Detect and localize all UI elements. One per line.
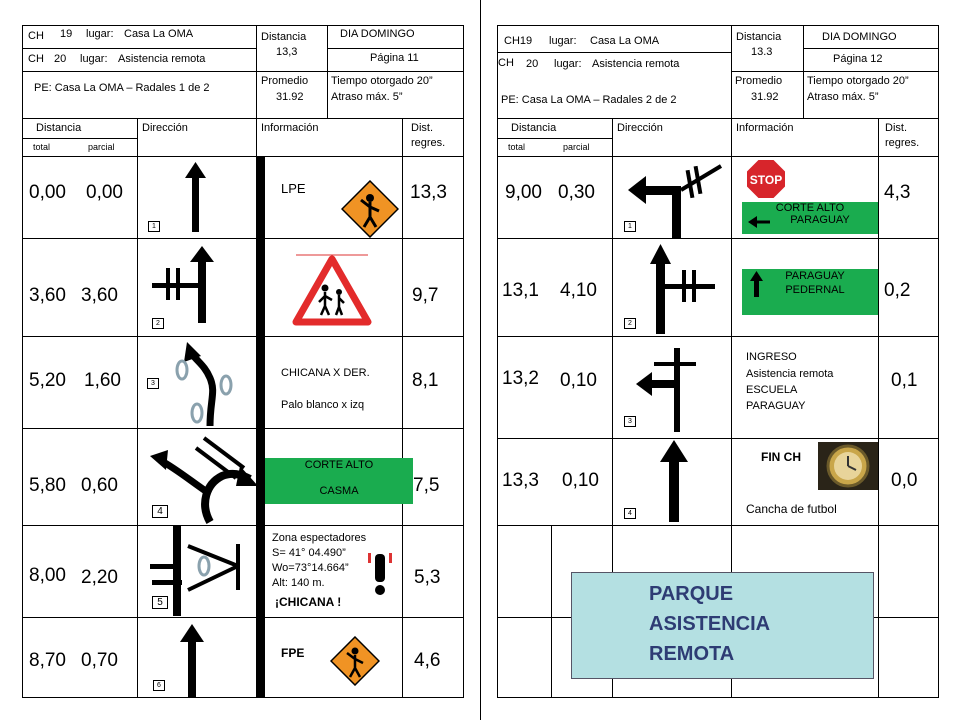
row5-info5: ¡CHICANA ! (275, 595, 342, 609)
r-row1-regres: 4,3 (884, 182, 911, 203)
r-row1-parcial: 0,30 (558, 182, 595, 203)
straight-arrow-icon (658, 440, 690, 522)
straight-arrow-icon (177, 624, 207, 697)
r-dia-label: DIA DOMINGO (822, 31, 897, 43)
r-row1-info2: PARAGUAY (790, 214, 850, 226)
row5-parcial: 2,20 (81, 567, 118, 588)
row6-info: FPE (281, 646, 305, 660)
row4-info2: CASMA (319, 485, 359, 497)
r-row4-total: 13,3 (502, 470, 539, 491)
col-direccion: Dirección (142, 122, 188, 134)
lugar2-value: Asistencia remota (118, 53, 206, 65)
clock-icon (818, 442, 878, 490)
stop-sign-icon (745, 158, 787, 200)
r-row2-info: PARAGUAY (785, 270, 845, 282)
r-promedio-value: 31.92 (751, 91, 779, 103)
row5-info3: Wo=73°14.664” (272, 562, 349, 574)
r-row4-parcial: 0,10 (562, 470, 599, 491)
r-distancia-label: Distancia (736, 31, 782, 43)
row5-regres: 5,3 (414, 567, 441, 588)
row3-num: 3 (147, 378, 159, 389)
pagina-label: Página 11 (370, 52, 419, 64)
r-lugar1-value: Casa La OMA (590, 35, 660, 47)
r-row2-regres: 0,2 (884, 280, 911, 301)
r-row2-total: 13,1 (502, 280, 539, 301)
chicane-straight-arrow-icon (148, 526, 258, 616)
parque-line2: ASISTENCIA (649, 613, 771, 635)
r-row3-info2: Asistencia remota (746, 368, 834, 380)
row4-parcial: 0,60 (81, 475, 118, 496)
r-row4-info2: Cancha de futbol (746, 502, 837, 516)
promedio-label: Promedio (261, 75, 309, 87)
row5-num: 5 (152, 596, 168, 609)
row6-num: 6 (153, 680, 165, 691)
r-ch1: CH19 (504, 35, 533, 47)
row1-regres: 13,3 (410, 182, 447, 203)
left-turn-arrow-icon (626, 158, 726, 238)
corte-alto-casma-banner (265, 458, 413, 504)
row1-info: LPE (281, 181, 306, 196)
row5-info2: S= 41° 04.490” (272, 547, 346, 559)
distancia-value: 13,3 (276, 46, 298, 58)
ch1-label: CH (28, 30, 44, 42)
row1-parcial: 0,00 (86, 182, 123, 203)
row5-info4: Alt: 140 m. (272, 577, 325, 589)
r-col-dist-regres2: regres. (885, 137, 920, 149)
r-row4-num: 4 (624, 508, 636, 519)
col-dist-regres: Dist. (411, 122, 433, 134)
lugar1-value: Casa La OMA (124, 28, 194, 40)
straight-crossing-arrow-icon (150, 246, 228, 326)
r-atraso-label: Atraso máx. 5” (807, 91, 879, 103)
row4-num: 4 (152, 505, 168, 518)
ch2-label: CH (28, 53, 44, 65)
r-col-parcial: parcial (563, 142, 590, 152)
parque-line3: REMOTA (649, 643, 735, 665)
col-total: total (33, 142, 51, 152)
r-row3-info: INGRESO (746, 351, 797, 363)
r-col-direccion: Dirección (617, 122, 663, 134)
school-crossing-sign-icon (292, 254, 372, 326)
row2-regres: 9,7 (412, 285, 439, 306)
left-arrow-icon (748, 214, 772, 230)
row6-regres: 4,6 (414, 650, 441, 671)
r-col-informacion: Información (736, 122, 794, 134)
r-col-total: total (508, 142, 526, 152)
row3-info: CHICANA X DER. (281, 367, 370, 379)
r-row1-info: CORTE ALTO (775, 202, 845, 214)
r-row4-info: FIN CH (761, 450, 801, 464)
row5-total: 8,00 (29, 565, 66, 586)
r-col-dist-regres: Dist. (885, 122, 907, 134)
r-row3-regres: 0,1 (891, 370, 918, 391)
r-ch2-num: 20 (526, 58, 539, 70)
row5-info: Zona espectadores (272, 532, 367, 544)
r-row3-info3: ESCUELA (746, 384, 798, 396)
row2-num: 2 (152, 318, 164, 329)
flagman-sign-icon (330, 636, 380, 686)
row4-regres: 7,5 (413, 475, 440, 496)
atraso-label: Atraso máx. 5” (331, 91, 403, 103)
tiempo-label: Tiempo otorgado 20” (331, 75, 433, 87)
r-row3-total: 13,2 (502, 368, 539, 389)
row4-total: 5,80 (29, 475, 66, 496)
row3-regres: 8,1 (412, 370, 439, 391)
flagman-sign-icon (341, 180, 399, 238)
r-row2-num: 2 (624, 318, 636, 329)
straight-crossing-arrow-icon (650, 244, 720, 334)
r-row4-regres: 0,0 (891, 470, 918, 491)
ch2-num: 20 (54, 53, 67, 65)
r-row2-info2: PEDERNAL (785, 284, 845, 296)
up-arrow-icon (750, 271, 764, 297)
row6-total: 8,70 (29, 650, 66, 671)
r-row3-parcial: 0,10 (560, 370, 597, 391)
parque-asistencia-box (571, 572, 874, 679)
distancia-label: Distancia (261, 31, 307, 43)
r-row3-info4: PARAGUAY (746, 400, 806, 412)
row3-parcial: 1,60 (84, 370, 121, 391)
col-distancia: Distancia (36, 122, 82, 134)
r-lugar2-label: lugar: (554, 58, 582, 70)
exclamation-icon (368, 552, 392, 598)
stop-sign-text: STOP (749, 173, 783, 187)
row2-total: 3,60 (29, 285, 66, 306)
row6-parcial: 0,70 (81, 650, 118, 671)
r-row3-num: 3 (624, 416, 636, 427)
row1-total: 0,00 (29, 182, 66, 203)
col-parcial: parcial (88, 142, 115, 152)
chicane-arrow-icon (170, 340, 258, 428)
r-promedio-label: Promedio (735, 75, 783, 87)
r-col-distancia: Distancia (511, 122, 557, 134)
r-tiempo-label: Tiempo otorgado 20” (807, 75, 909, 87)
r-row1-num: 1 (624, 221, 636, 232)
pe-label: PE: Casa La OMA – Radales 1 de 2 (34, 82, 210, 94)
lugar1-label: lugar: (86, 28, 114, 40)
r-distancia-value: 13.3 (751, 46, 773, 58)
row3-info2: Palo blanco x izq (281, 399, 365, 411)
row4-info: CORTE ALTO (304, 459, 374, 471)
r-lugar1-label: lugar: (549, 35, 577, 47)
col-informacion: Información (261, 122, 319, 134)
roundabout-arrow-icon (140, 434, 260, 524)
lugar2-label: lugar: (80, 53, 108, 65)
left-turn-arrow-icon (636, 344, 696, 432)
r-ch2-label: CH (498, 57, 514, 69)
row1-num: 1 (148, 221, 160, 232)
row3-total: 5,20 (29, 370, 66, 391)
dia-label: DIA DOMINGO (340, 28, 415, 40)
col-dist-regres2: regres. (411, 137, 446, 149)
paraguay-pedernal-banner (742, 269, 878, 315)
page-divider (480, 0, 481, 720)
promedio-value: 31.92 (276, 91, 304, 103)
ch1-num: 19 (60, 28, 73, 40)
straight-arrow-icon (180, 162, 210, 234)
r-row2-parcial: 4,10 (560, 280, 597, 301)
r-row1-total: 9,00 (505, 182, 542, 203)
r-pe-label: PE: Casa La OMA – Radales 2 de 2 (501, 94, 677, 106)
corte-alto-paraguay-banner (742, 202, 878, 234)
parque-line1: PARQUE (649, 583, 734, 605)
r-pagina-label: Página 12 (833, 53, 883, 65)
row2-parcial: 3,60 (81, 285, 118, 306)
r-lugar2-value: Asistencia remota (592, 58, 680, 70)
